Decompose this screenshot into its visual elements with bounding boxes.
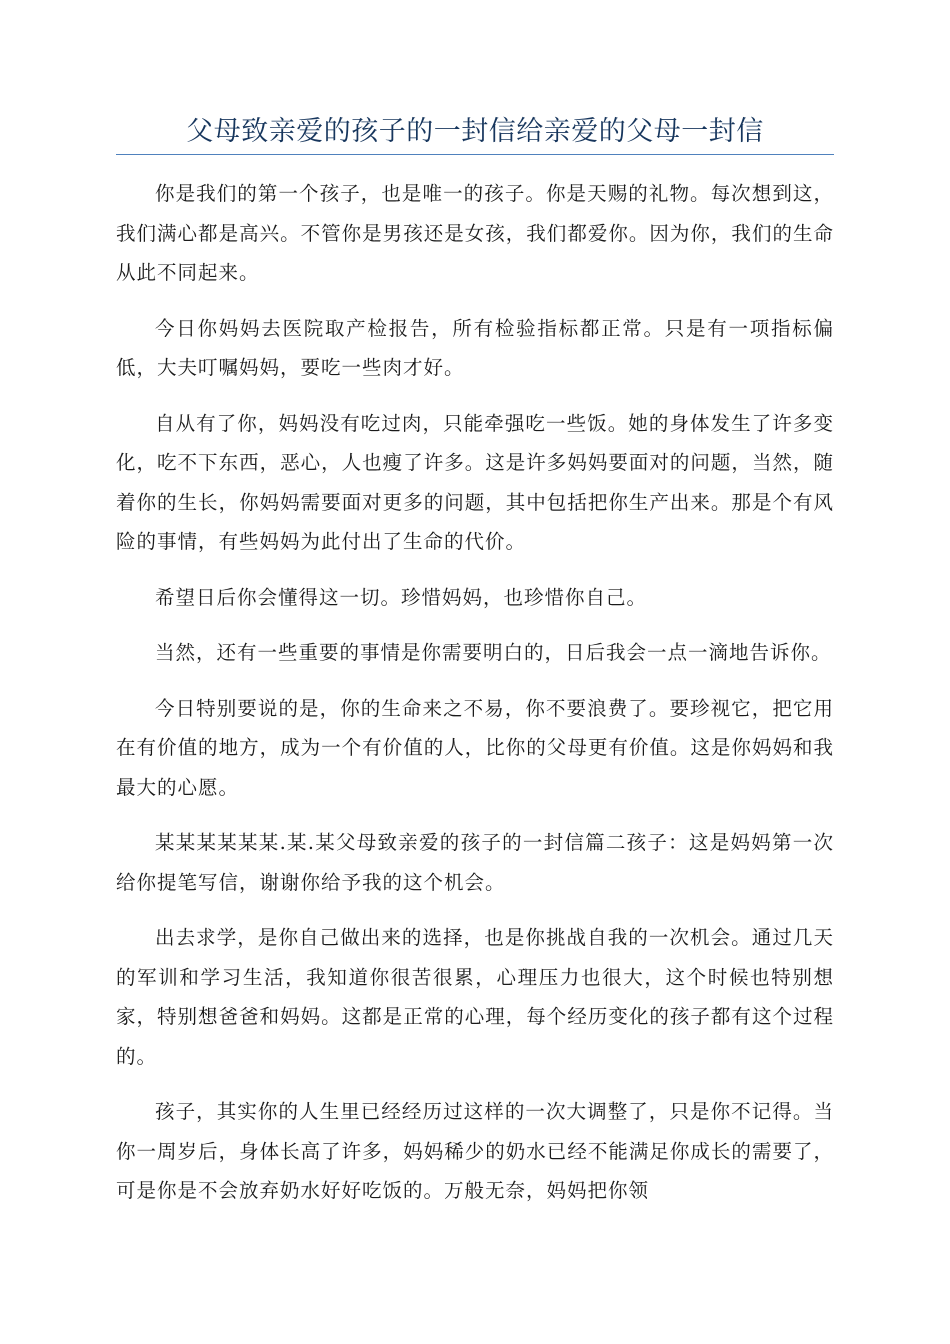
paragraph-7: 某某某某某某.某.某父母致亲爱的孩子的一封信篇二孩子：这是妈妈第一次给你提笔写信，谢谢你给予我的这个机会。 bbox=[116, 831, 834, 894]
paragraph-2: 今日你妈妈去医院取产检报告，所有检验指标都正常。只是有一项指标偏低，大夫叮嘱妈妈，要吃一些肉才好。 bbox=[116, 316, 834, 379]
paragraph-1: 你是我们的第一个孩子，也是唯一的孩子。你是天赐的礼物。每次想到这，我们满心都是高兴。不管你是男孩还是女孩，我们都爱你。因为你，我们的生命从此不同起来。 bbox=[116, 182, 834, 284]
paragraph-6: 今日特别要说的是，你的生命来之不易，你不要浪费了。要珍视它，把它用在有价值的地方，成为一个有价值的人，比你的父母更有价值。这是你妈妈和我最大的心愿。 bbox=[116, 696, 834, 799]
title-block bbox=[116, 112, 834, 155]
document-title: 父母致亲爱的孩子的一封信给亲爱的父母一封信 bbox=[186, 116, 764, 147]
paragraph-9: 孩子，其实你的人生里已经经历过这样的一次大调整了，只是你不记得。当你一周岁后，身体长高了许多，妈妈稀少的奶水已经不能满足你成长的需要了，可是你是不会放弃奶水好好吃饭的。万般无奈，妈妈把你领 bbox=[116, 1100, 834, 1202]
paragraph-4: 希望日后你会懂得这一切。珍惜妈妈，也珍惜你自己。 bbox=[155, 585, 648, 609]
paragraph-5: 当然，还有一些重要的事情是你需要明白的，日后我会一点一滴地告诉你。 bbox=[155, 641, 832, 664]
paragraph-3: 自从有了你，妈妈没有吃过肉，只能牵强吃一些饭。她的身体发生了许多变化，吃不下东西，恶心，人也瘦了许多。这是许多妈妈要面对的问题，当然，随着你的生长，你妈妈需要面对更多的问题，其中包括把你生产出来。那是个有风险的事情，有些妈妈为此付出了生命的代价。 bbox=[116, 411, 834, 553]
document-body bbox=[116, 174, 834, 1227]
paragraph-8: 出去求学，是你自己做出来的选择，也是你挑战自我的一次机会。通过几天的军训和学习生活，我知道你很苦很累，心理压力也很大，这个时候也特别想家，特别想爸爸和妈妈。这都是正常的心理，每个经历变化的孩子都有这个过程的。 bbox=[116, 926, 834, 1068]
